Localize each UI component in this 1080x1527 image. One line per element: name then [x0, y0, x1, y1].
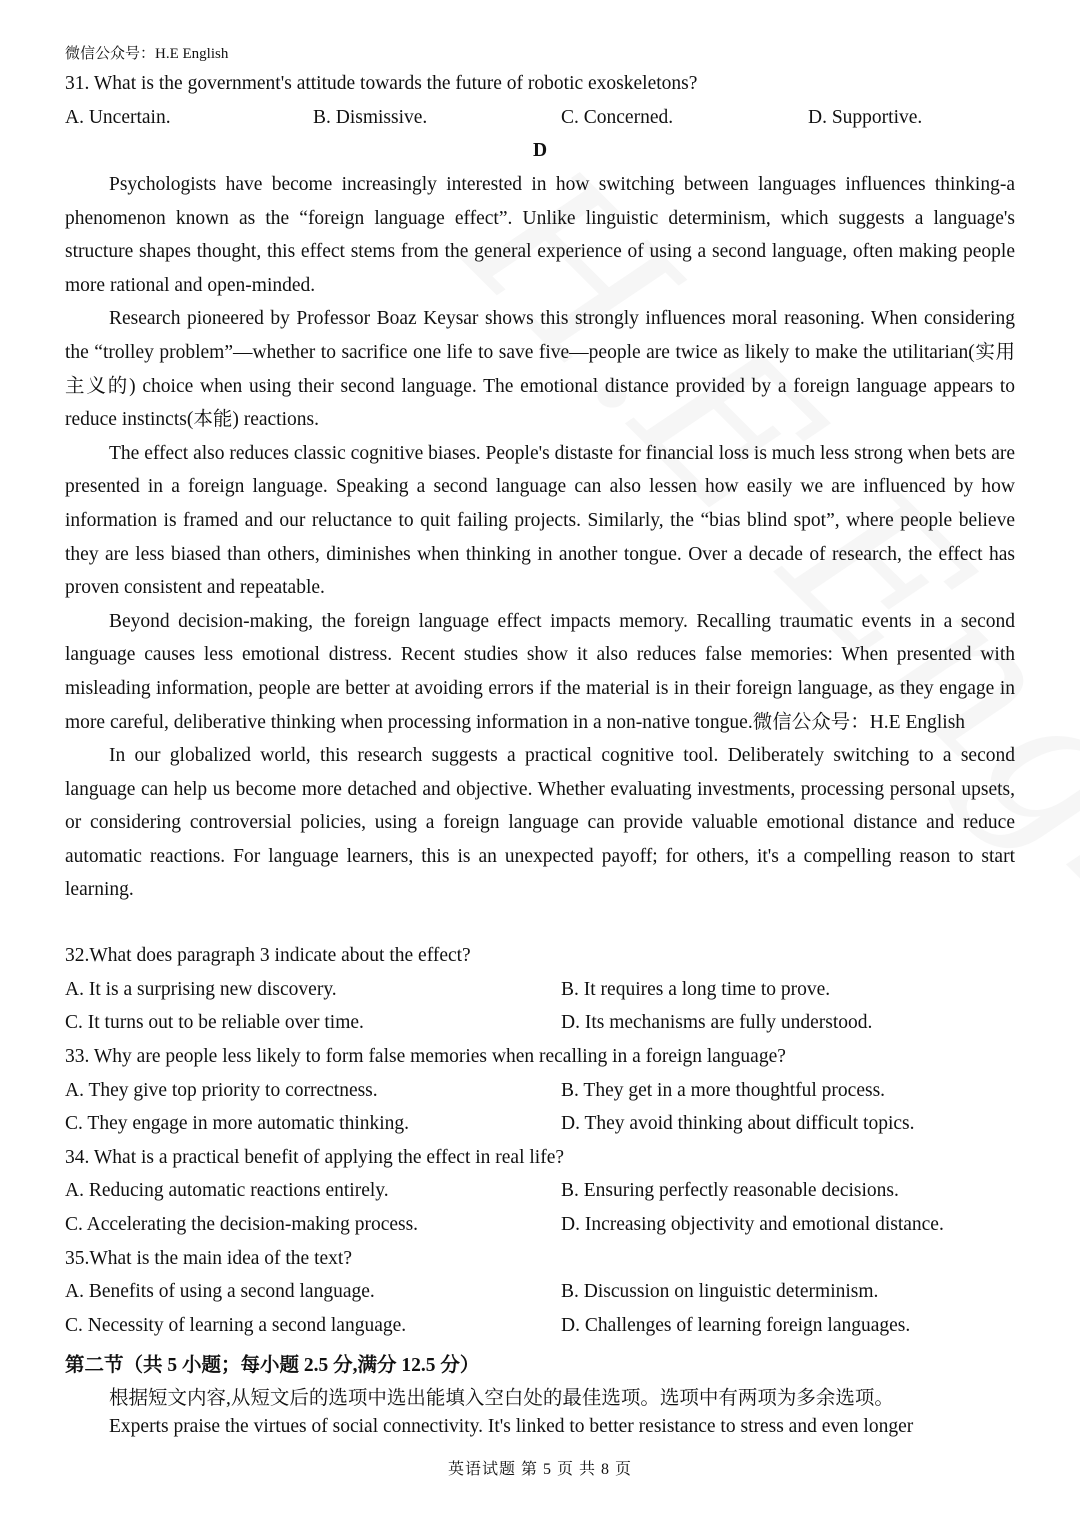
question-33-stem: 33. Why are people less likely to form false memories when recalling in a foreign language? [65, 1046, 786, 1067]
question-34-stem: 34. What is a practical benefit of applying the effect in real life? [65, 1147, 565, 1168]
page-footer: 英语试题 第 5 页 共 8 页 [447, 1461, 632, 1478]
question-31-stem: 31. What is the government's attitude towards the future of robotic exoskeletons? [65, 73, 698, 94]
q35-option-d: D. Challenges of learning foreign languages. [561, 1315, 911, 1336]
paragraph-5: In our globalized world, this research suggests a practical cognitive tool. Deliberately switching to a second language can help us become more detached and objective. Whether evaluating investments, processing personal upsets, or considering controversial policies, using a foreign language can provide valuable emotional distance and reduce automatic reactions. For language learners, this is an unexpected payoff; for others, it's a compelling reason to start learning. [65, 745, 1015, 901]
section-2-heading: 第二节（共 5 小题；每小题 2.5 分,满分 12.5 分） [65, 1355, 480, 1376]
question-32-stem: 32.What does paragraph 3 indicate about the effect? [65, 945, 471, 966]
q32-option-b: B. It requires a long time to prove. [561, 979, 831, 1000]
q33-option-d: D. They avoid thinking about difficult topics. [561, 1113, 915, 1134]
passage-d [65, 168, 1015, 907]
paragraph-3: The effect also reduces classic cognitive biases. People's distaste for financial loss is much less strong when bets are presented in a foreign language. Speaking a second language can also lessen how easily we are influenced by how information is framed and our reluctance to quit failing projects. Similarly, the “bias blind spot”, where people believe they are less biased than others, diminishes when thinking in another tongue. Over a decade of research, the effect has proven consistent and repeatable. [65, 442, 1015, 599]
q34-option-d: D. Increasing objectivity and emotional distance. [561, 1214, 944, 1235]
q31-option-d: D. Supportive. [808, 107, 923, 128]
section-2-passage-start: Experts praise the virtues of social connectivity. It's linked to better resistance to stress and even longer [109, 1416, 914, 1437]
section-2-instruction: 根据短文内容,从短文后的选项中选出能填入空白处的最佳选项。选项中有两项为多余选项。 [109, 1388, 894, 1409]
q32-option-d: D. Its mechanisms are fully understood. [561, 1012, 873, 1033]
paragraph-4: Beyond decision-making, the foreign language effect impacts memory. Recalling traumatic events in a second language causes less emotional distress. Recent studies show it also reduces false memories: When presented with misleading information, people are better at avoiding errors if the material is in their foreign language, as they engage in more careful, deliberative thinking when processing information in a non-native tongue.微信公众号：H.E English [65, 610, 1015, 733]
q34-option-b: B. Ensuring perfectly reasonable decisions. [561, 1180, 899, 1201]
q31-option-a: A. Uncertain. [65, 107, 171, 128]
q34-option-c: C. Accelerating the decision-making process. [65, 1214, 419, 1235]
q32-option-c: C. It turns out to be reliable over time. [65, 1012, 364, 1033]
q31-option-c: C. Concerned. [561, 107, 674, 128]
q35-option-c: C. Necessity of learning a second language. [65, 1315, 407, 1336]
q33-option-a: A. They give top priority to correctness. [65, 1080, 378, 1101]
q34-option-a: A. Reducing automatic reactions entirely. [65, 1180, 389, 1201]
q33-option-b: B. They get in a more thoughtful process. [561, 1080, 886, 1101]
q31-option-b: B. Dismissive. [313, 107, 428, 128]
q35-option-b: B. Discussion on linguistic determinism. [561, 1281, 879, 1302]
q35-option-a: A. Benefits of using a second language. [65, 1281, 375, 1302]
q32-option-a: A. It is a surprising new discovery. [65, 979, 337, 1000]
paragraph-2: Research pioneered by Professor Boaz Keysar shows this strongly influences moral reasoning. When considering the “trolley problem”—whether to sacrifice one life to save five—people are twice as likely to make the utilitarian(实用主义的) choice when using their second language. The emotional distance provided by a foreign language appears to reduce instincts(本能) reactions. [65, 308, 1015, 431]
question-35-stem: 35.What is the main idea of the text? [65, 1248, 352, 1269]
paragraph-1: Psychologists have become increasingly interested in how switching between languages influences thinking-a phenomenon known as the “foreign language effect”. Unlike linguistic determinism, which suggests a language's structure shapes thought, this effect stems from the general experience of using a second language, often making people more rational and open-minded. [65, 174, 1015, 296]
header-tag: 微信公众号：H.E English [65, 46, 229, 62]
q33-option-c: C. They engage in more automatic thinking. [65, 1113, 410, 1134]
passage-label: D [532, 140, 548, 161]
